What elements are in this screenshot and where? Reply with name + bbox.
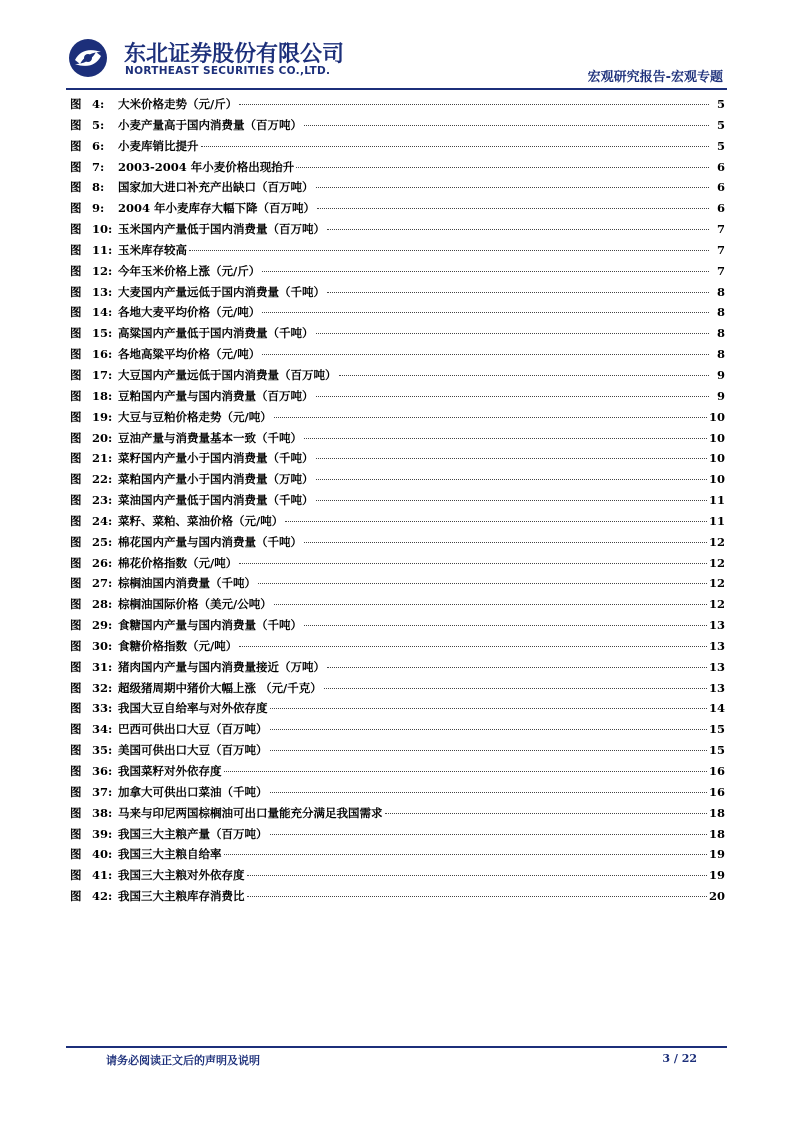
toc-entry-prefix: 图 [70,764,82,778]
toc-entry-page: 10 [708,409,725,424]
toc-entry-number: 37: [92,784,113,799]
toc-entry-leader [385,813,707,814]
toc-entry-number: 17: [92,367,113,382]
toc-entry-leader [285,521,707,522]
toc-entry-number: 32: [92,680,113,695]
toc-entry-title: 马来与印尼两国棕榈油可出口量能充分满足我国需求 [118,805,383,820]
toc-entry-number: 28: [92,597,113,612]
toc-entry-title: 各地大麦平均价格（元/吨） [118,305,261,320]
toc-entry-page: 7 [716,242,725,257]
toc-entry[interactable] [70,448,725,469]
toc-entry-leader [317,208,709,209]
toc-entry[interactable] [70,323,725,344]
toc-entry-page: 13 [708,659,725,674]
toc-entry-prefix: 图 [70,701,82,716]
toc-entry-page: 12 [708,576,725,591]
toc-entry[interactable] [70,240,725,261]
toc-entry-title: 菜籽、菜粕、菜油价格（元/吨） [118,513,284,528]
toc-entry-page: 18 [708,826,725,841]
toc-entry-prefix: 图 [70,472,82,487]
toc-entry-page: 8 [716,347,725,362]
toc-entry-leader [316,500,707,501]
toc-entry[interactable] [70,198,725,219]
toc-entry-page: 12 [708,534,725,549]
toc-entry-prefix: 图 [70,305,82,320]
toc-entry-title: 菜籽国内产量小于国内消费量（千吨） [118,451,314,466]
toc-entry-leader [262,354,709,355]
toc-entry-page: 7 [716,263,725,278]
toc-entry-prefix: 图 [70,367,82,382]
toc-entry-title: 棉花国内产量与国内消费量（千吨） [118,534,302,549]
toc-entry-title: 我国三大主粮产量（百万吨） [118,826,268,841]
toc-entry[interactable] [70,844,725,865]
toc-entry-title: 大豆与豆粕价格走势（元/吨） [118,409,272,424]
toc-entry-page: 18 [708,805,725,820]
toc-entry-prefix: 图 [70,117,82,132]
toc-entry-number: 9: [92,201,105,216]
toc-entry-prefix: 图 [70,555,82,570]
company-name-cn: 东北证券股份有限公司 [124,42,345,67]
toc-entry[interactable] [70,678,725,699]
toc-entry-prefix: 图 [70,97,82,111]
toc-entry-leader [296,167,709,168]
toc-entry-title: 我国三大主粮自给率 [118,847,222,862]
toc-entry-title: 加拿大可供出口菜油（千吨） [118,784,268,799]
toc-entry-prefix: 图 [70,159,82,174]
toc-entry-leader [189,250,709,251]
toc-entry-title: 豆油产量与消费量基本一致（千吨） [118,430,302,445]
toc-entry[interactable] [70,344,725,365]
toc-entry[interactable] [70,94,725,115]
toc-entry-number: 8: [92,180,105,195]
toc-entry-number: 13: [92,284,113,299]
toc-entry-leader [262,271,709,272]
toc-entry-title: 我国大豆自给率与对外依存度 [118,701,268,716]
toc-entry-title: 食糖国内产量与国内消费量（千吨） [118,618,302,633]
toc-entry-page: 6 [716,201,725,216]
toc-entry-number: 33: [92,701,113,716]
toc-entry[interactable] [70,657,725,678]
toc-entry-title: 小麦产量高于国内消费量（百万吨） [118,117,302,132]
toc-entry-page: 13 [708,618,725,633]
toc-entry[interactable] [70,157,725,178]
toc-entry-leader [327,292,709,293]
toc-entry-prefix: 图 [70,201,82,216]
toc-entry-leader [258,583,707,584]
page-indicator: 3 / 22 [662,1052,697,1065]
toc-entry[interactable] [70,719,725,740]
toc-entry-title: 超级猪周期中猪价大幅上涨 （元/千克） [118,680,322,695]
toc-entry-leader [270,750,707,751]
toc-entry-leader [316,333,710,334]
toc-entry[interactable] [70,490,725,511]
toc-entry-leader [239,563,707,564]
toc-entry-leader [270,834,707,835]
toc-entry-leader [270,708,707,709]
toc-entry-leader [304,438,707,439]
toc-entry-leader [316,396,710,397]
toc-entry-prefix: 图 [70,868,82,883]
toc-entry-page: 5 [716,138,725,153]
toc-entry-number: 7: [92,159,105,174]
toc-entry-title: 豆粕国内产量与国内消费量（百万吨） [118,388,314,403]
toc-entry-title: 菜油国内产量低于国内消费量（千吨） [118,493,314,508]
toc-entry-title: 美国可供出口大豆（百万吨） [118,743,268,758]
toc-entry-title: 我国菜籽对外依存度 [118,764,222,778]
toc-entry-prefix: 图 [70,326,82,341]
toc-entry-number: 31: [92,659,113,674]
toc-entry-prefix: 图 [70,284,82,299]
toc-entry-prefix: 图 [70,722,82,737]
toc-entry-page: 6 [716,159,725,174]
toc-entry-leader [304,542,707,543]
toc-entry-leader [316,479,707,480]
toc-entry-page: 16 [708,764,725,778]
toc-entry-number: 6: [92,138,105,153]
toc-entry-number: 10: [92,222,113,237]
toc-entry-page: 11 [708,513,725,528]
header-divider [66,88,727,90]
toc-entry-number: 24: [92,513,113,528]
toc-entry-title: 玉米国内产量低于国内消费量（百万吨） [118,222,325,237]
toc-entry-number: 27: [92,576,113,591]
toc-entry-leader [239,104,709,105]
toc-entry-number: 14: [92,305,113,320]
toc-entry-title: 猪肉国内产量与国内消费量接近（万吨） [118,659,325,674]
toc-entry-number: 30: [92,638,113,653]
toc-entry-prefix: 图 [70,534,82,549]
toc-entry[interactable] [70,219,725,240]
toc-entry-leader [274,417,707,418]
toc-entry-page: 8 [716,284,725,299]
toc-entry-leader [304,125,709,126]
toc-entry[interactable] [70,886,725,907]
toc-entry-prefix: 图 [70,222,82,237]
toc-entry[interactable] [70,302,725,323]
toc-entry-leader [270,729,707,730]
toc-entry-prefix: 图 [70,430,82,445]
report-type-label: 宏观研究报告-宏观专题 [587,70,723,85]
toc-entry[interactable] [70,824,725,845]
toc-entry-number: 29: [92,618,113,633]
toc-entry[interactable] [70,573,725,594]
toc-entry-prefix: 图 [70,618,82,633]
toc-entry-leader [327,229,709,230]
toc-entry-title: 小麦库销比提升 [118,138,199,153]
toc-entry-title: 菜粕国内产量小于国内消费量（万吨） [118,472,314,487]
toc-entry[interactable] [70,177,725,198]
footer-disclaimer: 请务必阅读正文后的声明及说明 [106,1054,260,1067]
toc-entry-number: 26: [92,555,113,570]
toc-entry-title: 棕榈油国际价格（美元/公吨） [118,597,272,612]
toc-entry-number: 12: [92,263,113,278]
toc-entry[interactable] [70,740,725,761]
toc-entry-leader [224,771,707,772]
toc-entry-prefix: 图 [70,847,82,862]
toc-entry[interactable] [70,136,725,157]
toc-entry-prefix: 图 [70,784,82,799]
toc-entry-prefix: 图 [70,659,82,674]
toc-entry[interactable] [70,594,725,615]
toc-entry[interactable] [70,407,725,428]
toc-entry-title: 国家加大进口补充产出缺口（百万吨） [118,180,314,195]
toc-entry-prefix: 图 [70,242,82,257]
toc-entry-title: 食糖价格指数（元/吨） [118,638,238,653]
toc-entry-page: 10 [708,472,725,487]
toc-entry-prefix: 图 [70,180,82,195]
toc-entry-prefix: 图 [70,805,82,820]
toc-entry[interactable] [70,636,725,657]
toc-entry-page: 14 [708,701,725,716]
toc-entry-prefix: 图 [70,743,82,758]
toc-entry-title: 2003-2004 年小麦价格出现抬升 [118,159,295,174]
toc-entry-leader [339,375,710,376]
toc-entry-prefix: 图 [70,347,82,362]
toc-entry-prefix: 图 [70,597,82,612]
toc-entry-number: 39: [92,826,113,841]
page-header [0,0,793,100]
toc-entry-page: 19 [708,847,725,862]
toc-entry-page: 5 [716,97,725,111]
toc-entry[interactable] [70,469,725,490]
toc-entry-page: 9 [716,367,725,382]
toc-entry-title: 高粱国内产量低于国内消费量（千吨） [118,326,314,341]
toc-entry-leader [262,312,709,313]
toc-entry[interactable] [70,615,725,636]
toc-entry[interactable] [70,365,725,386]
toc-entry-prefix: 图 [70,409,82,424]
toc-entry-title: 各地高粱平均价格（元/吨） [118,347,261,362]
toc-entry-page: 16 [708,784,725,799]
toc-entry-prefix: 图 [70,451,82,466]
toc-entry-page: 10 [708,430,725,445]
toc-entry-prefix: 图 [70,680,82,695]
toc-entry-page: 12 [708,555,725,570]
toc-entry-leader [224,854,707,855]
toc-entry-title: 大豆国内产量远低于国内消费量（百万吨） [118,367,337,382]
toc-entry-leader [316,187,710,188]
toc-entry-title: 巴西可供出口大豆（百万吨） [118,722,268,737]
toc-entry-title: 棉花价格指数（元/吨） [118,555,238,570]
toc-entry-title: 我国三大主粮库存消费比 [118,889,245,904]
toc-entry-number: 16: [92,347,113,362]
toc-entry-number: 18: [92,388,113,403]
toc-entry-page: 13 [708,638,725,653]
toc-entry[interactable] [70,261,725,282]
toc-entry-leader [247,896,707,897]
toc-entry[interactable] [70,428,725,449]
toc-entry-number: 20: [92,430,113,445]
toc-entry-number: 36: [92,764,113,778]
company-name-en: NORTHEAST SECURITIES CO.,LTD. [125,65,331,77]
toc-entry-title: 大麦国内产量远低于国内消费量（千吨） [118,284,325,299]
toc-entry-prefix: 图 [70,638,82,653]
toc-entry-prefix: 图 [70,493,82,508]
toc-entry-number: 11: [92,242,113,257]
toc-entry-title: 大米价格走势（元/斤） [118,97,238,111]
toc-entry-title: 玉米库存较高 [118,242,187,257]
figure-list [70,94,725,907]
toc-entry-page: 15 [708,722,725,737]
toc-entry-number: 5: [92,117,105,132]
toc-entry-prefix: 图 [70,513,82,528]
toc-entry-number: 4: [92,97,105,111]
toc-entry-number: 23: [92,493,113,508]
toc-entry-page: 13 [708,680,725,695]
toc-entry-leader [239,646,707,647]
toc-entry-prefix: 图 [70,138,82,153]
toc-entry-number: 21: [92,451,113,466]
toc-entry-page: 12 [708,597,725,612]
toc-entry[interactable] [70,761,725,782]
toc-entry-number: 35: [92,743,113,758]
toc-entry-leader [327,667,707,668]
toc-entry-page: 20 [708,889,725,904]
toc-entry-leader [201,146,710,147]
toc-entry-page: 19 [708,868,725,883]
toc-entry-title: 棕榈油国内消费量（千吨） [118,576,256,591]
toc-entry[interactable] [70,386,725,407]
toc-entry-number: 22: [92,472,113,487]
toc-entry-page: 9 [716,388,725,403]
toc-entry-prefix: 图 [70,576,82,591]
toc-entry[interactable] [70,553,725,574]
toc-entry-number: 41: [92,868,113,883]
toc-entry-page: 11 [708,493,725,508]
toc-entry-number: 40: [92,847,113,862]
toc-entry[interactable] [70,115,725,136]
toc-entry[interactable] [70,282,725,303]
toc-entry-number: 34: [92,722,113,737]
toc-entry-leader [304,625,707,626]
toc-entry-title: 今年玉米价格上涨（元/斤） [118,263,261,278]
toc-entry-leader [247,875,707,876]
toc-entry-page: 5 [716,117,725,132]
toc-entry-leader [316,458,707,459]
toc-entry-prefix: 图 [70,826,82,841]
toc-entry-prefix: 图 [70,388,82,403]
toc-entry[interactable] [70,532,725,553]
toc-entry-title: 2004 年小麦库存大幅下降（百万吨） [118,201,316,216]
toc-entry-number: 25: [92,534,113,549]
company-logo-icon [68,38,108,78]
toc-entry-page: 8 [716,305,725,320]
toc-entry-page: 10 [708,451,725,466]
toc-entry[interactable] [70,511,725,532]
toc-entry-prefix: 图 [70,889,82,904]
toc-entry[interactable] [70,698,725,719]
toc-entry[interactable] [70,865,725,886]
toc-entry-number: 42: [92,889,113,904]
toc-entry-page: 6 [716,180,725,195]
toc-entry[interactable] [70,782,725,803]
toc-entry-number: 15: [92,326,113,341]
toc-entry[interactable] [70,803,725,824]
toc-entry-number: 38: [92,805,113,820]
toc-entry-page: 8 [716,326,725,341]
footer-divider [66,1046,727,1048]
toc-entry-leader [274,604,707,605]
toc-entry-page: 7 [716,222,725,237]
toc-entry-prefix: 图 [70,263,82,278]
toc-entry-title: 我国三大主粮对外依存度 [118,868,245,883]
toc-entry-number: 19: [92,409,113,424]
toc-entry-leader [324,688,707,689]
toc-entry-leader [270,792,707,793]
toc-entry-page: 15 [708,743,725,758]
